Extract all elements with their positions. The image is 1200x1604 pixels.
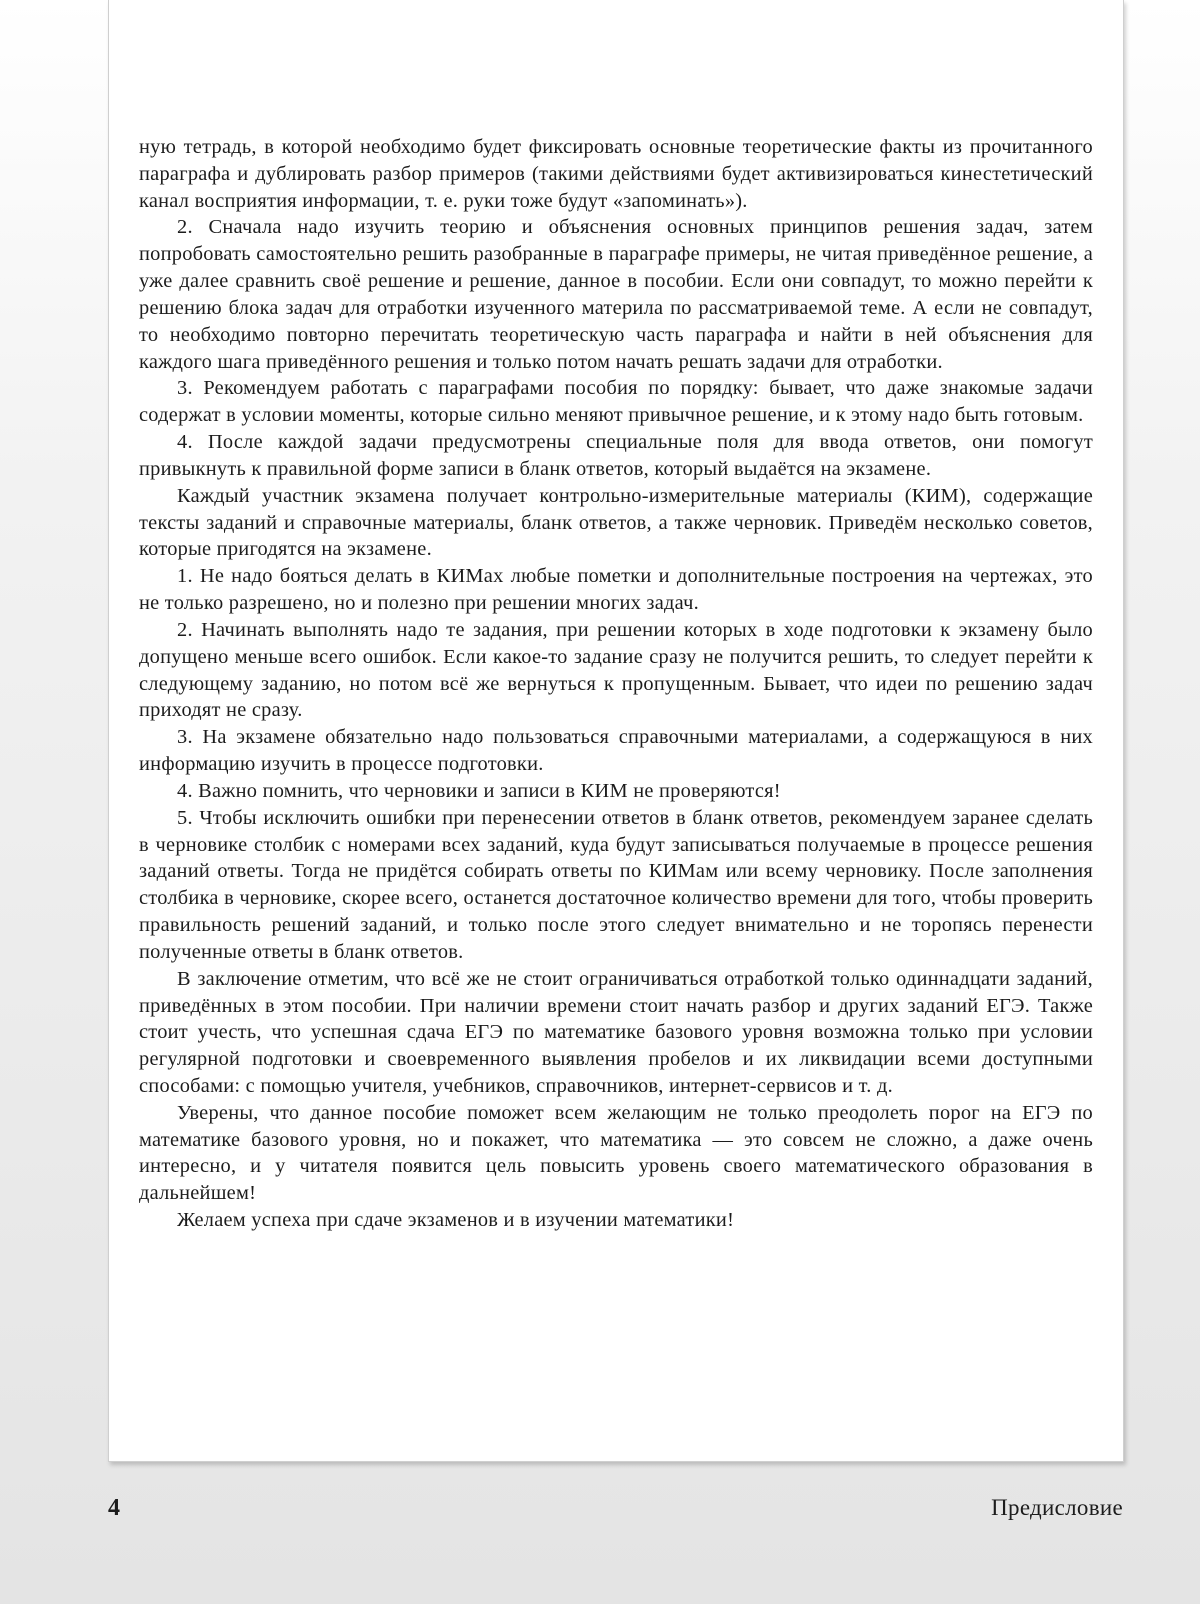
paragraph: 3. На экзамене обязательно надо пользоваться справочными материалами, а содержащуюся в них информацию изучить в процессе подготовки. [139,726,1093,776]
paragraph: Желаем успеха при сдаче экзаменов и в изучении математики! [177,1209,735,1232]
paragraph: Уверены, что данное пособие поможет всем желающим не только преодолеть порог на ЕГЭ по математике базового уровня, но и покажет, что математика — это совсем не сложно, а даже очень интересно, и у читателя появится цель повысить уровень своего математического образования в дальнейшем! [139,1101,1093,1205]
document-page [108,0,1124,1462]
paragraph: ную тетрадь, в которой необходимо будет фиксировать основные теоретические факты из прочитанного параграфа и дублировать разбор примеров (такими действиями будет активизироваться кинестетический канал восприятия информации, т. е. руки тоже будут «запоминать»). [139,136,1093,212]
paragraph: 1. Не надо бояться делать в КИМах любые пометки и дополнительные построения на чертежах, это не только разрешено, но и полезно при решении многих задач. [139,565,1093,615]
paragraph: В заключение отметим, что всё же не стоит ограничиваться отработкой только одиннадцати заданий, приведённых в этом пособии. При наличии времени стоит начать разбор и других заданий ЕГЭ. Также стоит учесть, что успешная сдача ЕГЭ по математике базового уровня возможна только при условии регулярной подготовки и своевременного выявления пробелов и их ликвидации всеми доступными способами: с помощью учителя, учебников, справочников, интернет-сервисов и т. д. [139,967,1093,1097]
body-text [139,134,1093,1234]
page-number: 4 [108,1495,120,1521]
paragraph: Каждый участник экзамена получает контрольно-измерительные материалы (КИМ), содержащие тексты заданий и справочные материалы, бланк ответов, а также черновик. Приведём несколько советов, которые пригодятся на экзамене. [139,484,1093,561]
paragraph: 2. Сначала надо изучить теорию и объяснения основных принципов решения задач, затем попробовать самостоятельно решить разобранные в параграфе примеры, не читая приведённое решение, а уже далее сравнить своё решение и решение, данное в пособии. Если они совпадут, то можно перейти к решению блока задач для отработки изученного материла по рассматриваемой теме. А если не совпадут, то необходимо повторно перечитать теоретическую часть параграфа и найти в ней объяснения для каждого шага приведённого решения и только потом начать решать задачи для отработки. [139,216,1093,373]
paragraph: 2. Начинать выполнять надо те задания, при решении которых в ходе подготовки к экзамену было допущено меньше всего ошибок. Если какое-то задание сразу не получится решить, то следует перейти к следующему заданию, но потом всё же вернуться к пропущенным. Бывает, что идеи по решению задач приходят не сразу. [139,618,1093,722]
section-title: Предисловие [991,1495,1123,1520]
paragraph: 4. После каждой задачи предусмотрены специальные поля для ввода ответов, они помогут привыкнуть к правильной форме записи в бланк ответов, который выдаётся на экзамене. [139,431,1093,480]
paragraph: 4. Важно помнить, что черновики и записи в КИМ не проверяются! [177,779,781,802]
paragraph: 5. Чтобы исключить ошибки при перенесении ответов в бланк ответов, рекомендуем заранее сделать в черновике столбик с номерами всех заданий, куда будут записываться получаемые в процессе решения заданий ответы. Тогда не придётся собирать ответы по КИМам или всему черновику. После заполнения столбика в черновике, скорее всего, останется достаточное количество времени для того, чтобы проверить правильность решений заданий, и только после этого следует внимательно и не торопясь перенести полученные ответы в бланк ответов. [139,806,1093,963]
paragraph: 3. Рекомендуем работать с параграфами пособия по порядку: бывает, что даже знакомые задачи содержат в условии моменты, которые сильно меняют привычное решение, и к этому надо быть готовым. [139,377,1093,427]
